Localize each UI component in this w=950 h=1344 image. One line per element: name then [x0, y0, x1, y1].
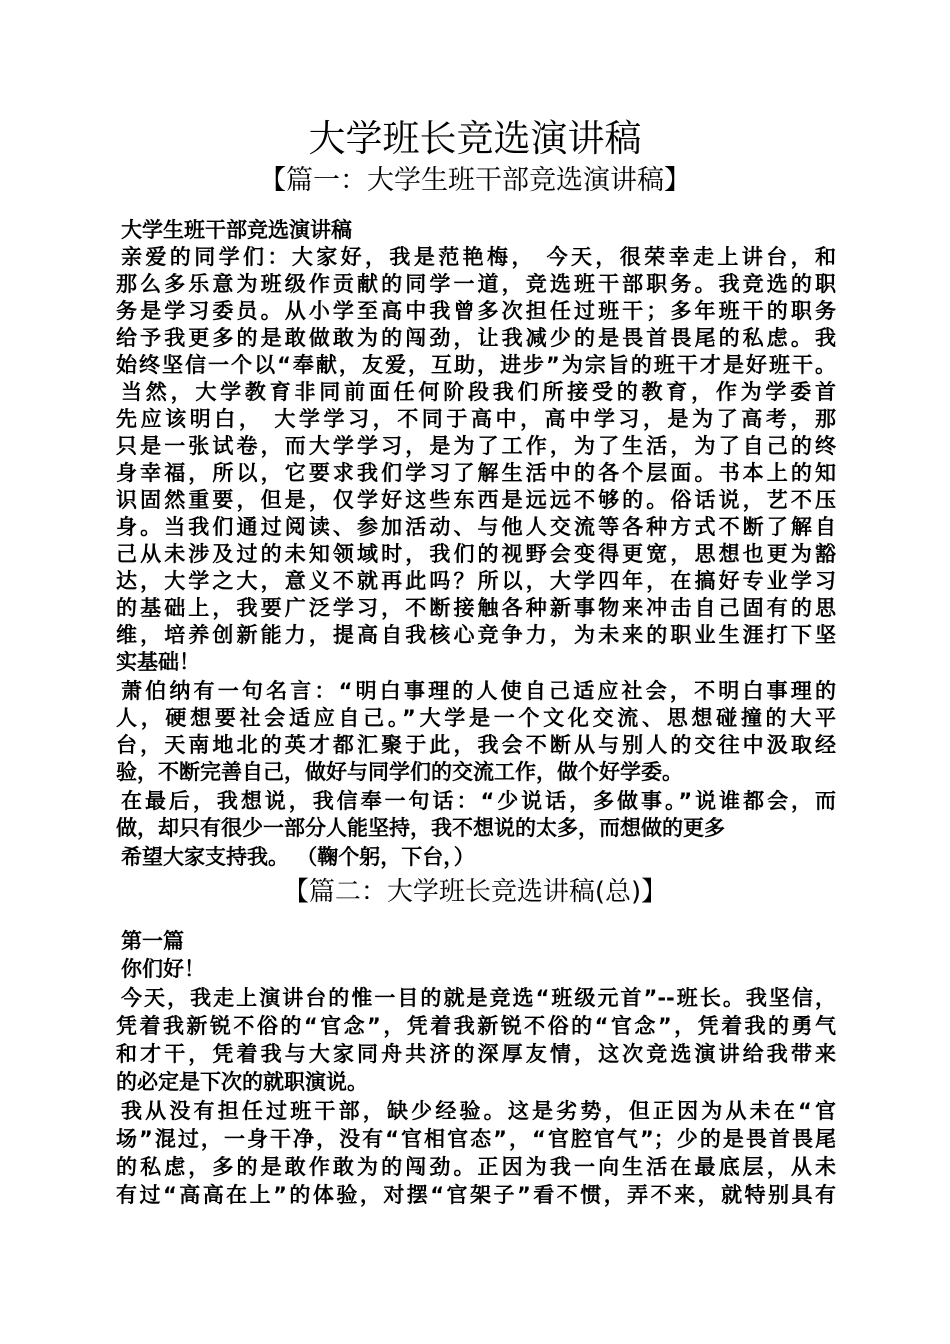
part1-line: 人，硬想要社会适应自己。”大学是一个文化交流、思想碰撞的大平	[116, 706, 836, 730]
part1-line: 在最后，我想说，我信奉一句话：“少说话，多做事。”说谁都会，而	[121, 789, 836, 813]
part1-line: 始终坚信一个以“奉献，友爱，互助，进步”为宗旨的班干才是好班干。	[116, 353, 836, 377]
part1-heading: 【篇一：大学生班干部竞选演讲稿】	[259, 165, 691, 196]
part1-line: 做，却只有很少一部分人能坚持，我不想说的太多，而想做的更多	[116, 816, 725, 840]
part2-line: 你们好！	[121, 957, 205, 981]
part1-line: 希望大家支持我。 （鞠个躬，下台，）	[121, 845, 475, 869]
part2-line: 和才干，凭着我与大家同舟共济的深厚友情，这次竞选演讲给我带来	[116, 1042, 836, 1066]
part1-line: 萧伯纳有一句名言：“明白事理的人使自己适应社会，不明白事理的	[121, 679, 836, 703]
part2-line: 我从没有担任过班干部，缺少经验。这是劣势，但正因为从未在“官	[121, 1099, 836, 1123]
part1-line: 己从未涉及过的未知领域时，我们的视野会变得更宽，思想也更为豁	[116, 542, 836, 566]
part1-line: 当然，大学教育非同前面任何阶段我们所接受的教育，作为学委首	[121, 380, 836, 404]
part2-line: 的私虑，多的是敢作敢为的闯劲。正因为我一向生活在最底层，从未	[116, 1155, 836, 1179]
part2-line: 第一篇	[121, 929, 184, 953]
part2-heading: 【篇二：大学班长竞选讲稿(总)】	[282, 877, 668, 907]
part2-line: 今天，我走上演讲台的惟一目的就是竞选“班级元首”--班长。我坚信，	[121, 986, 836, 1010]
part1-line: 大学生班干部竞选演讲稿	[121, 218, 352, 242]
part2-line: 有过“高高在上”的体验，对摆“官架子”看不惯，弄不来，就特别具有	[116, 1183, 836, 1207]
part1-line: 务是学习委员。从小学至高中我曾多次担任过班干；多年班干的职务	[116, 299, 836, 323]
part1-line: 只是一张试卷，而大学学习，是为了工作，为了生活，为了自己的终	[116, 434, 836, 458]
part1-line: 维，培养创新能力，提高自我核心竞争力，为未来的职业生涯打下坚	[116, 623, 836, 647]
part1-line: 达，大学之大，意义不就再此吗？所以，大学四年，在搞好专业学习	[116, 569, 836, 593]
part2-line: 场”混过，一身干净，没有“官相官态”，“官腔官气”；少的是畏首畏尾	[116, 1127, 836, 1151]
part1-line: 台，天南地北的英才都汇聚于此，我会不断从与别人的交往中汲取经	[116, 733, 836, 757]
part1-line: 的基础上，我要广泛学习，不断接触各种新事物来冲击自己固有的思	[116, 596, 836, 620]
part1-line: 实基础！	[116, 650, 200, 674]
part1-line: 身。当我们通过阅读、参加活动、与他人交流等各种方式不断了解自	[116, 515, 836, 539]
part1-line: 先应该明白， 大学学习，不同于高中，高中学习，是为了高考，那	[116, 407, 836, 431]
part1-line: 验，不断完善自己，做好与同学们的交流工作，做个好学委。	[116, 760, 683, 784]
part2-line: 的必定是下次的就职演说。	[116, 1070, 368, 1094]
part1-line: 那么多乐意为班级作贡献的同学一道，竞选班干部职务。我竞选的职	[116, 272, 836, 296]
part1-line: 识固然重要，但是，仅学好这些东西是远远不够的。俗话说，艺不压	[116, 488, 836, 512]
part2-line: 凭着我新锐不俗的“官念”，凭着我新锐不俗的“官念”，凭着我的勇气	[116, 1014, 836, 1038]
part1-line: 亲爱的同学们：大家好，我是范艳梅， 今天，很荣幸走上讲台，和	[121, 245, 836, 269]
document-title: 大学班长竞选演讲稿	[308, 117, 642, 160]
part1-line: 身幸福，所以，它要求我们学习了解生活中的各个层面。书本上的知	[116, 461, 836, 485]
part1-line: 给予我更多的是敢做敢为的闯劲，让我减少的是畏首畏尾的私虑。我	[116, 326, 836, 350]
